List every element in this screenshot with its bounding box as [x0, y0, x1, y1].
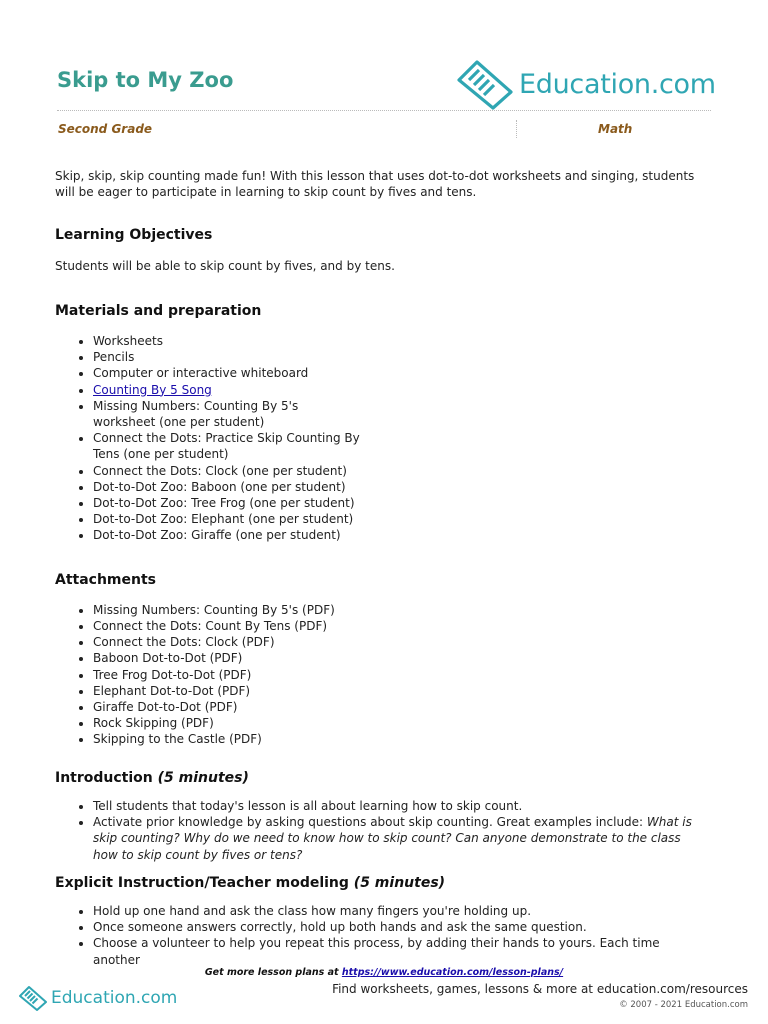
- list-item: • Choose a volunteer to help you repeat this process, by adding their hands to yours. Each time another: [93, 935, 705, 967]
- footer-more-plans-label: Get more lesson plans at: [204, 967, 342, 978]
- introduction-title: Introduction: [55, 769, 153, 786]
- list-item: • Dot-to-Dot Zoo: Tree Frog (one per student): [93, 495, 705, 511]
- explicit-title: Explicit Instruction/Teacher modeling: [55, 874, 349, 891]
- counting-by-5-song-link[interactable]: Counting By 5 Song: [93, 382, 212, 397]
- explicit-list: [55, 903, 705, 968]
- footer-logo[interactable]: [18, 985, 177, 1011]
- footer-more-plans: [0, 967, 768, 978]
- header-divider: [57, 110, 711, 111]
- objectives-text: Students will be able to skip count by fives, and by tens.: [55, 258, 395, 273]
- introduction-heading: [55, 770, 705, 786]
- list-item: • Missing Numbers: Counting By 5's worksheet (one per student): [93, 398, 363, 430]
- list-item: • Connect the Dots: Practice Skip Counting By Tens (one per student): [93, 430, 363, 462]
- list-item: • Dot-to-Dot Zoo: Baboon (one per student): [93, 479, 705, 495]
- list-item: [93, 382, 705, 398]
- introduction-list: [55, 798, 705, 863]
- introduction-item2-questions: What is skip counting? Why do we need to know how to skip count? Can anyone demonstrate to the class how to skip count by fives or tens?: [93, 815, 692, 862]
- attachment-item[interactable]: • Connect the Dots: Count By Tens (PDF): [93, 618, 705, 634]
- page-title: Skip to My Zoo: [57, 68, 234, 92]
- education-logo-text: Education.com: [519, 68, 716, 100]
- attachment-item[interactable]: • Skipping to the Castle (PDF): [93, 731, 705, 747]
- footer-logo-icon: [18, 985, 48, 1011]
- introduction-item2-text: Activate prior knowledge by asking questions about skip counting. Great examples include:: [93, 815, 647, 830]
- explicit-duration: (5 minutes): [353, 874, 446, 891]
- education-logo-icon: [455, 58, 515, 110]
- list-item: • Dot-to-Dot Zoo: Elephant (one per student): [93, 511, 705, 527]
- introduction-duration: (5 minutes): [157, 769, 249, 786]
- copyright: © 2007 - 2021 Education.com: [619, 1000, 748, 1010]
- subject-label: Math: [598, 122, 633, 136]
- list-item: • Connect the Dots: Clock (one per student): [93, 463, 705, 479]
- materials-heading: Materials and preparation: [55, 302, 262, 319]
- attachment-item[interactable]: • Missing Numbers: Counting By 5's (PDF): [93, 602, 705, 618]
- explicit-instruction-heading: [55, 875, 705, 891]
- list-item: • Pencils: [93, 349, 705, 365]
- list-item: • Once someone answers correctly, hold up both hands and ask the same question.: [93, 919, 705, 935]
- list-item: • Computer or interactive whiteboard: [93, 365, 705, 381]
- intro-paragraph: Skip, skip, skip counting made fun! With this lesson that uses dot-to-dot worksheets and singing, students will be eager to participate in learning to skip count by fives and tens.: [55, 169, 695, 200]
- attachment-item[interactable]: • Elephant Dot-to-Dot (PDF): [93, 683, 705, 699]
- list-item: • Dot-to-Dot Zoo: Giraffe (one per student): [93, 527, 705, 543]
- footer-logo-text: Education.com: [51, 988, 178, 1008]
- list-item: • Hold up one hand and ask the class how many fingers you're holding up.: [93, 903, 705, 919]
- education-logo[interactable]: [455, 58, 716, 110]
- attachment-item[interactable]: • Connect the Dots: Clock (PDF): [93, 634, 705, 650]
- objectives-heading: Learning Objectives: [55, 227, 213, 244]
- attachment-item[interactable]: • Rock Skipping (PDF): [93, 715, 705, 731]
- list-item: • Worksheets: [93, 333, 705, 349]
- list-item: [93, 814, 705, 863]
- grade-label: Second Grade: [58, 122, 153, 136]
- footer-resources: Find worksheets, games, lessons & more at education.com/resources: [332, 982, 748, 996]
- attachments-list: [55, 602, 705, 748]
- attachment-item[interactable]: • Tree Frog Dot-to-Dot (PDF): [93, 667, 705, 683]
- lesson-plans-link[interactable]: https://www.education.com/lesson-plans/: [341, 967, 564, 978]
- attachments-heading: Attachments: [55, 571, 157, 588]
- list-item: • Tell students that today's lesson is all about learning how to skip count.: [93, 798, 705, 814]
- meta-divider: [516, 120, 517, 138]
- lesson-content: [55, 168, 705, 968]
- attachment-item[interactable]: • Giraffe Dot-to-Dot (PDF): [93, 699, 705, 715]
- materials-list: [55, 333, 705, 544]
- attachment-item[interactable]: • Baboon Dot-to-Dot (PDF): [93, 650, 705, 666]
